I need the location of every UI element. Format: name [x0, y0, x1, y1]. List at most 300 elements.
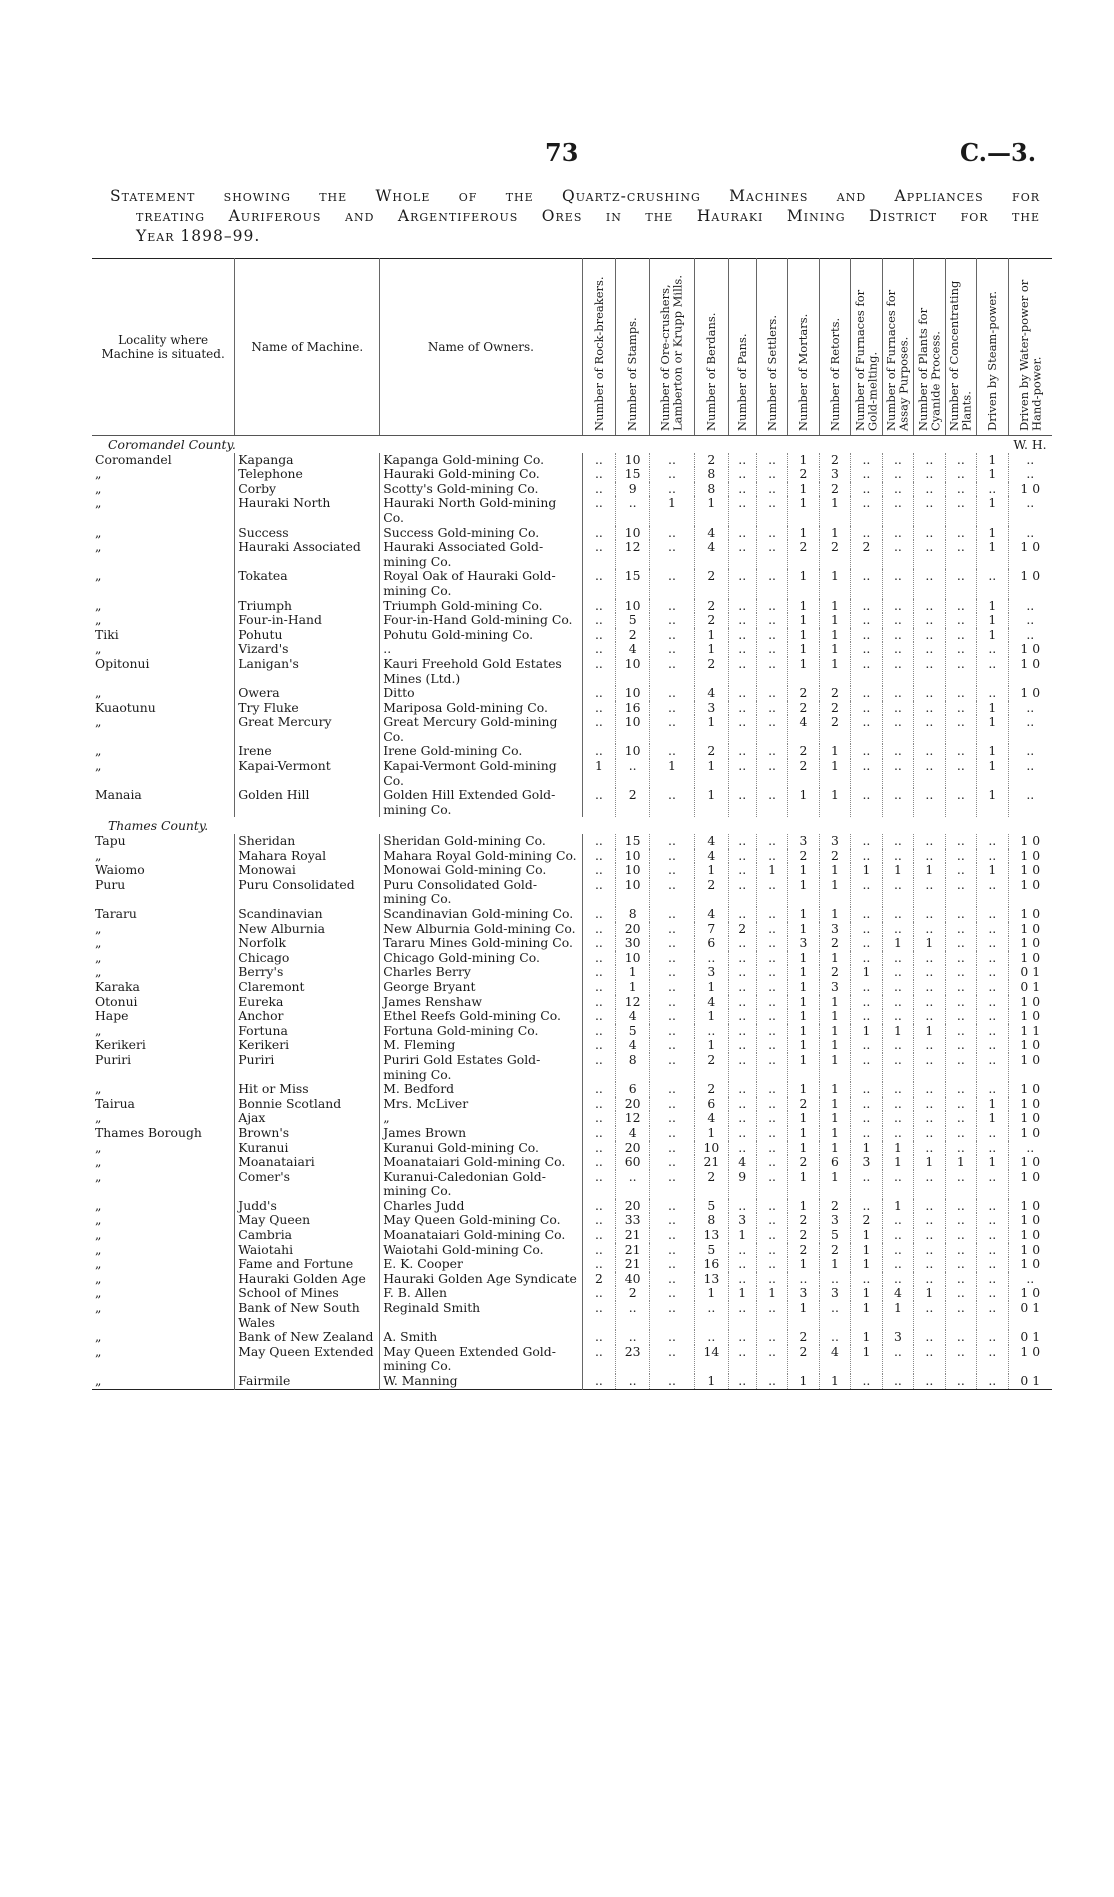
table-body — [92, 436, 1052, 1390]
value-cell: .. — [914, 628, 945, 643]
value-cell: .. — [756, 849, 787, 864]
value-cell: 3 — [788, 1286, 819, 1301]
value-cell: .. — [582, 657, 616, 686]
value-cell: .. — [728, 980, 756, 995]
locality-cell: „ — [92, 1199, 235, 1214]
value-cell: 1 0 — [1020, 834, 1041, 849]
value-cell: .. — [882, 965, 913, 980]
value-cell: .. — [914, 1199, 945, 1214]
locality-cell: „ — [92, 686, 235, 701]
locality-cell: Opitonui — [92, 657, 235, 686]
value-cell: .. — [851, 482, 882, 497]
owner-cell: A. Smith — [380, 1330, 582, 1345]
value-cell: .. — [650, 1272, 695, 1287]
value-cell: .. — [882, 922, 913, 937]
value-cell: 9 — [728, 1170, 756, 1199]
value-cell: .. — [851, 686, 882, 701]
value-cell: .. — [914, 1272, 945, 1287]
value-cell: 1 0 — [1020, 1125, 1041, 1140]
value-cell: .. — [728, 1024, 756, 1039]
value-cell: .. — [582, 1082, 616, 1097]
locality-cell: „ — [92, 1228, 235, 1243]
value-cell: 2 — [694, 878, 728, 907]
value-cell: .. — [882, 686, 913, 701]
value-cell: .. — [728, 453, 756, 468]
value-cell: .. — [756, 1111, 787, 1126]
value-cell: 3 — [728, 1213, 756, 1228]
value-cell: .. — [945, 628, 976, 643]
value-cell: 1 0 — [1020, 686, 1041, 701]
value-cell: .. — [650, 613, 695, 628]
owner-cell: F. B. Allen — [380, 1286, 582, 1301]
locality-cell: Tararu — [92, 907, 235, 922]
machine-cell: Hauraki Golden Age — [235, 1272, 380, 1287]
table-row — [92, 965, 1052, 980]
header-furnaces-gold — [851, 259, 882, 436]
footer-rule — [92, 1389, 1052, 1392]
value-cell: 2 — [694, 569, 728, 598]
value-cell: .. — [650, 1345, 695, 1374]
table-row — [92, 863, 1052, 878]
table-row — [92, 1257, 1052, 1272]
value-cell: .. — [819, 1330, 850, 1345]
value-cell: .. — [694, 1330, 728, 1345]
locality-cell: Manaia — [92, 788, 235, 817]
owner-cell: Sheridan Gold-mining Co. — [380, 834, 582, 849]
value-cell: 16 — [616, 701, 650, 716]
value-cell: 2 — [819, 936, 850, 951]
header-berdans — [694, 259, 728, 436]
locality-cell: „ — [92, 1345, 235, 1374]
value-cell: .. — [582, 849, 616, 864]
value-cell: 1 0 — [1020, 1038, 1041, 1053]
value-cell: 2 — [788, 759, 819, 788]
value-cell: .. — [756, 980, 787, 995]
value-cell: 1 — [694, 1038, 728, 1053]
value-cell: 20 — [616, 1141, 650, 1156]
value-cell: .. — [728, 496, 756, 525]
value-cell: .. — [582, 482, 616, 497]
value-cell: .. — [728, 907, 756, 922]
machine-cell: Four-in-Hand — [235, 613, 380, 628]
value-cell: .. — [582, 1097, 616, 1112]
owner-cell: Mahara Royal Gold-mining Co. — [380, 849, 582, 864]
value-cell: 1 0 — [1020, 540, 1041, 555]
value-cell: 15 — [616, 467, 650, 482]
value-cell: .. — [756, 834, 787, 849]
value-cell: .. — [650, 657, 695, 686]
value-cell: 1 — [819, 951, 850, 966]
value-cell: .. — [756, 1053, 787, 1082]
value-cell: .. — [728, 642, 756, 657]
value-cell: 1 — [819, 788, 850, 817]
table-row — [92, 1053, 1052, 1082]
value-cell: .. — [694, 1024, 728, 1039]
value-cell: .. — [882, 496, 913, 525]
value-cell: 1 — [788, 526, 819, 541]
value-cell: .. — [650, 907, 695, 922]
value-cell: .. — [650, 936, 695, 951]
value-cell: 1 — [788, 995, 819, 1010]
value-cell: 5 — [616, 1024, 650, 1039]
value-cell: .. — [914, 995, 945, 1010]
value-cell: 2 — [694, 613, 728, 628]
value-cell: 1 — [788, 1141, 819, 1156]
value-cell: 10 — [616, 715, 650, 744]
value-cell: .. — [851, 642, 882, 657]
value-cell: 21 — [616, 1257, 650, 1272]
value-cell: .. — [756, 1257, 787, 1272]
machine-cell: Claremont — [235, 980, 380, 995]
value-cell: 3 — [819, 980, 850, 995]
value-cell: 1 — [851, 1243, 882, 1258]
value-cell: 1 0 — [1020, 921, 1041, 936]
value-cell: 1 — [819, 995, 850, 1010]
value-cell: 1 0 — [1020, 569, 1041, 584]
value-cell: .. — [1026, 715, 1035, 730]
value-cell: 1 — [819, 1111, 850, 1126]
value-cell: .. — [582, 1155, 616, 1170]
value-cell: .. — [582, 1257, 616, 1272]
value-cell: .. — [1026, 598, 1035, 613]
value-cell: .. — [756, 701, 787, 716]
locality-cell: „ — [92, 467, 235, 482]
value-cell: 12 — [616, 1111, 650, 1126]
value-cell: .. — [945, 922, 976, 937]
machine-cell: Kapai-Vermont — [235, 759, 380, 788]
value-cell: 1 — [694, 1126, 728, 1141]
value-cell: 6 — [694, 936, 728, 951]
value-cell: .. — [977, 834, 1008, 849]
header-label: Number of Concentrating Plants. — [947, 280, 974, 431]
county-name: Thames County. — [108, 818, 209, 834]
value-cell: .. — [819, 1301, 850, 1330]
value-cell: .. — [914, 526, 945, 541]
value-cell: .. — [851, 1126, 882, 1141]
value-cell: 10 — [616, 951, 650, 966]
value-cell: .. — [851, 1170, 882, 1199]
value-cell: .. — [728, 965, 756, 980]
value-cell: .. — [616, 1170, 650, 1199]
locality-cell: „ — [92, 951, 235, 966]
value-cell: .. — [945, 686, 976, 701]
value-cell: 21 — [616, 1228, 650, 1243]
value-cell: 1 — [694, 628, 728, 643]
table-row — [92, 980, 1052, 995]
value-cell: .. — [977, 1213, 1008, 1228]
table-row — [92, 1374, 1052, 1389]
value-cell: 30 — [616, 936, 650, 951]
value-cell: .. — [851, 628, 882, 643]
value-cell: .. — [650, 1097, 695, 1112]
value-cell: .. — [945, 744, 976, 759]
table-footer-rule — [92, 1389, 1052, 1392]
value-cell: 1 — [882, 863, 913, 878]
value-cell: 0 1 — [1020, 1301, 1041, 1316]
value-cell: .. — [756, 628, 787, 643]
table-row — [92, 1272, 1052, 1287]
value-cell: 3 — [694, 701, 728, 716]
value-cell: 2 — [616, 788, 650, 817]
value-cell: .. — [945, 540, 976, 569]
locality-cell: „ — [92, 1082, 235, 1097]
value-cell: .. — [819, 1272, 850, 1287]
value-cell: .. — [914, 965, 945, 980]
value-cell: .. — [977, 1009, 1008, 1024]
owner-cell: Fortuna Gold-mining Co. — [380, 1024, 582, 1039]
value-cell: 1 0 — [1020, 1052, 1041, 1067]
value-cell: .. — [914, 496, 945, 525]
value-cell: .. — [914, 1141, 945, 1156]
value-cell: 1 0 — [1020, 1242, 1041, 1257]
value-cell: .. — [851, 759, 882, 788]
value-cell: .. — [945, 613, 976, 628]
value-cell: .. — [728, 951, 756, 966]
value-cell: 2 — [819, 849, 850, 864]
value-cell: .. — [650, 788, 695, 817]
value-cell: .. — [728, 1272, 756, 1287]
value-cell: .. — [694, 1301, 728, 1330]
locality-cell: Puriri — [92, 1053, 235, 1082]
value-cell: .. — [756, 1213, 787, 1228]
value-cell: 4 — [694, 526, 728, 541]
value-cell: .. — [756, 1024, 787, 1039]
value-cell: .. — [945, 599, 976, 614]
value-cell: .. — [756, 642, 787, 657]
value-cell: .. — [977, 642, 1008, 657]
value-cell: .. — [882, 657, 913, 686]
value-cell: 1 — [851, 1141, 882, 1156]
machine-cell: Anchor — [235, 1009, 380, 1024]
locality-cell: Coromandel — [92, 453, 235, 468]
value-cell: 16 — [694, 1257, 728, 1272]
value-cell: 3 — [819, 1286, 850, 1301]
value-cell: .. — [914, 467, 945, 482]
value-cell: 1 — [788, 863, 819, 878]
value-cell: 1 — [819, 1009, 850, 1024]
value-cell: .. — [945, 482, 976, 497]
value-cell: .. — [728, 628, 756, 643]
value-cell: 1 — [977, 496, 1008, 525]
value-cell: .. — [582, 1038, 616, 1053]
value-cell: 1 — [788, 657, 819, 686]
value-cell: 1 — [914, 1286, 945, 1301]
value-cell: .. — [582, 936, 616, 951]
value-cell: 2 — [819, 686, 850, 701]
owner-cell: Kuranui-Caledonian Gold-mining Co. — [380, 1170, 582, 1199]
table-row — [92, 1111, 1052, 1126]
value-cell: .. — [650, 569, 695, 598]
value-cell: 1 — [977, 715, 1008, 744]
value-cell: .. — [650, 1286, 695, 1301]
locality-cell: „ — [92, 965, 235, 980]
value-cell: .. — [582, 1199, 616, 1214]
value-cell: 15 — [616, 834, 650, 849]
value-cell: 1 — [788, 569, 819, 598]
header-owners: Name of Owners. — [380, 259, 582, 436]
value-cell: .. — [851, 995, 882, 1010]
value-cell: 1 — [819, 878, 850, 907]
value-cell: .. — [756, 951, 787, 966]
machines-table — [92, 258, 1052, 1392]
value-cell: 2 — [819, 965, 850, 980]
machine-cell: Scandinavian — [235, 907, 380, 922]
value-cell: 1 — [819, 863, 850, 878]
machine-cell: May Queen Extended — [235, 1345, 380, 1374]
value-cell: .. — [882, 759, 913, 788]
locality-cell: Kerikeri — [92, 1038, 235, 1053]
table-row — [92, 1228, 1052, 1243]
value-cell: 1 0 — [1020, 1344, 1041, 1359]
machine-cell: Cambria — [235, 1228, 380, 1243]
value-cell: 1 0 — [1020, 1009, 1041, 1024]
table-row — [92, 834, 1052, 849]
value-cell: 1 — [616, 965, 650, 980]
machine-cell: Fame and Fortune — [235, 1257, 380, 1272]
value-cell: .. — [756, 878, 787, 907]
value-cell: .. — [650, 1009, 695, 1024]
value-cell: .. — [756, 1009, 787, 1024]
value-cell: .. — [728, 1257, 756, 1272]
value-cell: 2 — [694, 1053, 728, 1082]
table-row — [92, 1155, 1052, 1170]
value-cell: .. — [851, 453, 882, 468]
value-cell: .. — [650, 467, 695, 482]
value-cell: .. — [914, 1082, 945, 1097]
value-cell: 10 — [694, 1141, 728, 1156]
value-cell: .. — [882, 1111, 913, 1126]
value-cell: .. — [650, 1374, 695, 1389]
value-cell: .. — [756, 965, 787, 980]
machine-cell: Lanigan's — [235, 657, 380, 686]
value-cell: .. — [851, 1053, 882, 1082]
value-cell: .. — [882, 1213, 913, 1228]
value-cell: .. — [945, 1213, 976, 1228]
county-row — [92, 436, 1052, 453]
value-cell: .. — [1026, 700, 1035, 715]
value-cell: .. — [945, 907, 976, 922]
value-cell: .. — [977, 482, 1008, 497]
value-cell: .. — [851, 496, 882, 525]
value-cell: .. — [977, 965, 1008, 980]
header-label: Number of Retorts. — [827, 317, 842, 431]
value-cell: 1 0 — [1020, 950, 1041, 965]
value-cell: .. — [756, 496, 787, 525]
document-reference: C.—3. — [960, 138, 1037, 167]
value-cell: 1 — [819, 569, 850, 598]
owner-cell: New Alburnia Gold-mining Co. — [380, 922, 582, 937]
value-cell: .. — [945, 467, 976, 482]
value-cell: .. — [728, 1082, 756, 1097]
locality-cell: „ — [92, 759, 235, 788]
header-rock-breakers — [582, 259, 616, 436]
value-cell: .. — [650, 1257, 695, 1272]
value-cell: .. — [977, 1286, 1008, 1301]
value-cell: .. — [914, 1111, 945, 1126]
header-machine: Name of Machine. — [235, 259, 380, 436]
value-cell: 40 — [616, 1272, 650, 1287]
value-cell: .. — [582, 1243, 616, 1258]
table-row — [92, 496, 1052, 525]
locality-cell: Kuaotunu — [92, 701, 235, 716]
value-cell: 1 — [977, 701, 1008, 716]
value-cell: .. — [756, 453, 787, 468]
value-cell: .. — [977, 1053, 1008, 1082]
value-cell: .. — [914, 1038, 945, 1053]
machine-cell: Puru Consolidated — [235, 878, 380, 907]
value-cell: 2 — [819, 1199, 850, 1214]
value-cell: 3 — [819, 467, 850, 482]
value-cell: 1 — [977, 863, 1008, 878]
value-cell: .. — [582, 1301, 616, 1330]
header-steam-power — [977, 259, 1008, 436]
value-cell: 5 — [694, 1199, 728, 1214]
value-cell: 1 0 — [1020, 936, 1041, 951]
machine-cell: School of Mines — [235, 1286, 380, 1301]
table-row — [92, 1330, 1052, 1345]
value-cell: .. — [582, 467, 616, 482]
owner-cell: E. K. Cooper — [380, 1257, 582, 1272]
table-row — [92, 569, 1052, 598]
value-cell: 4 — [819, 1345, 850, 1374]
machine-cell: Moanataiari — [235, 1155, 380, 1170]
value-cell: .. — [882, 540, 913, 569]
value-cell: .. — [851, 951, 882, 966]
header-locality: Locality where Machine is situated. — [92, 259, 235, 436]
value-cell: .. — [582, 1009, 616, 1024]
value-cell: .. — [945, 878, 976, 907]
value-cell: .. — [582, 788, 616, 817]
value-cell: .. — [882, 1009, 913, 1024]
table-row — [92, 1213, 1052, 1228]
value-cell: .. — [914, 951, 945, 966]
value-cell: 2 — [788, 1228, 819, 1243]
value-cell: .. — [945, 701, 976, 716]
owner-cell: Charles Judd — [380, 1199, 582, 1214]
machine-cell: Chicago — [235, 951, 380, 966]
value-cell: .. — [945, 453, 976, 468]
value-cell: .. — [851, 657, 882, 686]
value-cell: .. — [851, 526, 882, 541]
value-cell: .. — [914, 907, 945, 922]
value-cell: .. — [650, 526, 695, 541]
value-cell: .. — [650, 1111, 695, 1126]
value-cell: 6 — [819, 1155, 850, 1170]
machine-cell: Norfolk — [235, 936, 380, 951]
value-cell: 3 — [819, 922, 850, 937]
header-label: Number of Pans. — [734, 333, 749, 431]
value-cell: .. — [945, 1126, 976, 1141]
value-cell: .. — [728, 540, 756, 569]
locality-cell: „ — [92, 599, 235, 614]
value-cell: .. — [756, 744, 787, 759]
value-cell: .. — [977, 1330, 1008, 1345]
owner-cell: May Queen Gold-mining Co. — [380, 1213, 582, 1228]
value-cell: 1 0 — [1020, 994, 1041, 1009]
locality-cell: „ — [92, 936, 235, 951]
value-cell: .. — [728, 1097, 756, 1112]
value-cell: 4 — [788, 715, 819, 744]
table-row — [92, 1301, 1052, 1330]
value-cell: .. — [728, 1199, 756, 1214]
value-cell: .. — [650, 1170, 695, 1199]
value-cell: 2 — [728, 922, 756, 937]
value-cell: .. — [756, 995, 787, 1010]
table-row — [92, 453, 1052, 468]
value-cell: .. — [582, 1111, 616, 1126]
value-cell: 8 — [694, 1213, 728, 1228]
value-cell: 0 1 — [1020, 1374, 1041, 1388]
